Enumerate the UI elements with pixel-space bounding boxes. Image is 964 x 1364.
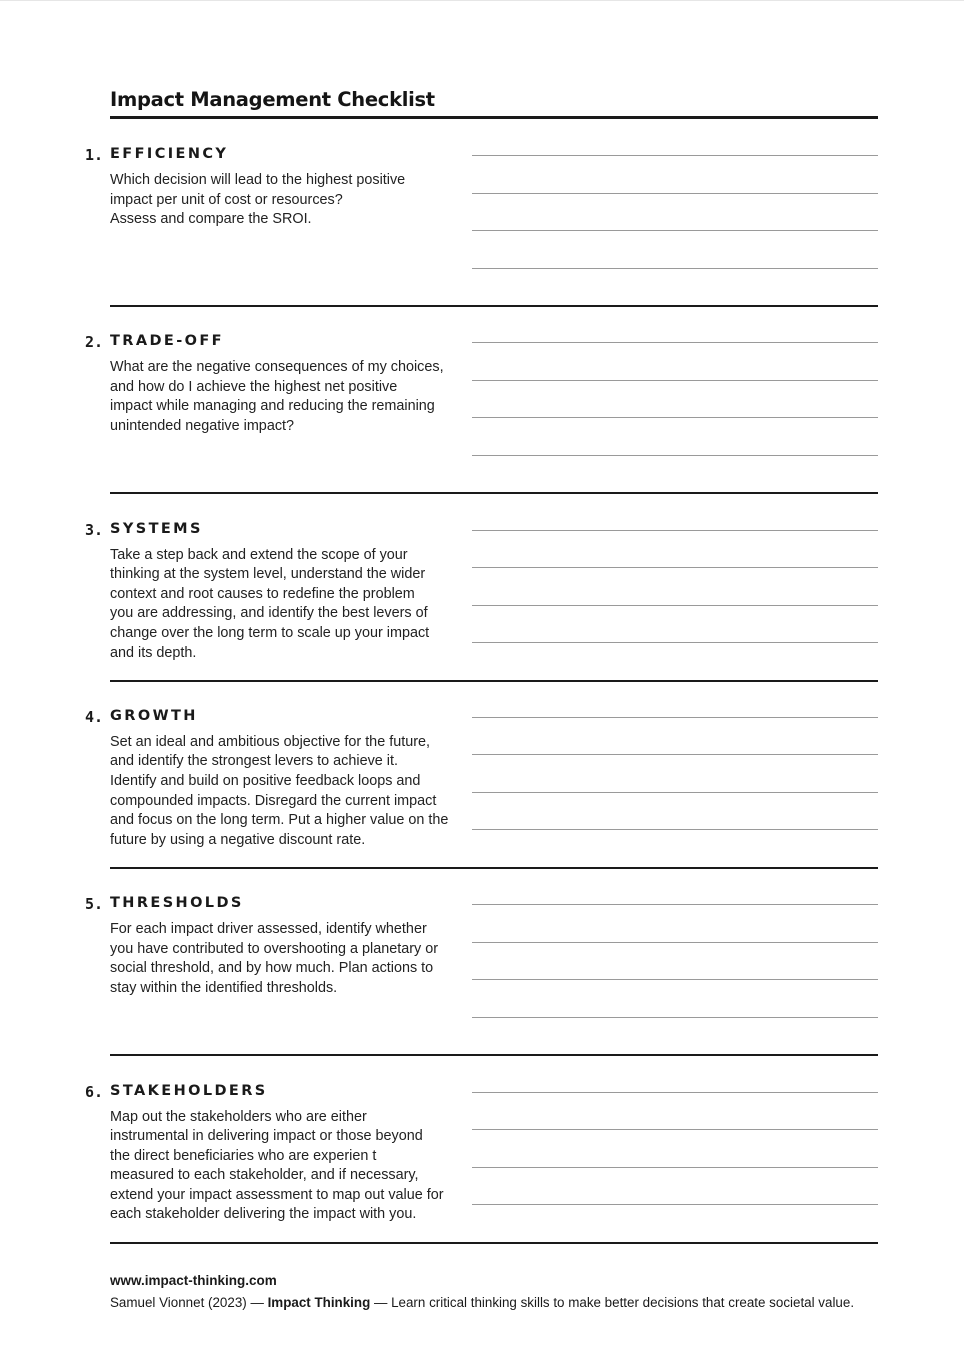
description-line: and its depth.	[110, 644, 197, 661]
description-line: Set an ideal and ambitious objective for the future,	[110, 733, 430, 750]
answer-line	[472, 417, 878, 418]
answer-line	[472, 530, 878, 531]
description-line: future by using a negative discount rate.	[110, 831, 366, 848]
description-line: stay within the identified thresholds.	[110, 979, 338, 996]
section-number: 2.	[85, 333, 104, 352]
answer-line	[472, 642, 878, 643]
description-line: social threshold, and by how much. Plan actions to	[110, 960, 434, 977]
section-description	[110, 171, 458, 230]
answer-line	[472, 193, 878, 194]
section-description	[110, 546, 458, 664]
description-line: instrumental in delivering impact or those beyond	[110, 1128, 423, 1145]
description-line: thinking at the system level, understand the wider	[110, 566, 426, 583]
description-line: you are addressing, and identify the best levers of	[110, 605, 428, 622]
section-separator	[110, 1054, 878, 1056]
section-separator	[110, 1242, 878, 1244]
description-line: the direct beneficiaries who are experien t	[110, 1147, 377, 1164]
description-line: What are the negative consequences of my choices,	[110, 359, 444, 376]
description-line: impact while managing and reducing the remaining	[110, 398, 435, 415]
description-line: Assess and compare the SROI.	[110, 211, 312, 228]
section-separator	[110, 680, 878, 682]
description-line: each stakeholder delivering the impact with you.	[110, 1206, 417, 1223]
section-heading: SYSTEMS	[110, 520, 203, 537]
answer-line	[472, 455, 878, 456]
description-line: Map out the stakeholders who are either	[110, 1108, 367, 1125]
answer-line	[472, 792, 878, 793]
answer-line	[472, 829, 878, 830]
description-line: compounded impacts. Disregard the current impact	[110, 792, 437, 809]
footer-tagline: — Learn critical thinking skills to make better decisions that create societal value.	[373, 1295, 855, 1310]
answer-line	[472, 979, 878, 980]
answer-line	[472, 904, 878, 905]
section-description	[110, 920, 458, 998]
answer-line	[472, 605, 878, 606]
section-description	[110, 358, 458, 436]
answer-line	[472, 717, 878, 718]
footer-author: Samuel Vionnet (2023) —	[110, 1295, 264, 1310]
description-line: Identify and build on positive feedback loops and	[110, 773, 421, 790]
answer-line	[472, 1204, 878, 1205]
section-heading: TRADE-OFF	[110, 333, 224, 350]
answer-line	[472, 1092, 878, 1093]
description-line: unintended negative impact?	[110, 418, 295, 435]
answer-line	[472, 380, 878, 381]
section-separator	[110, 492, 878, 494]
answer-line	[472, 567, 878, 568]
footer-citation	[110, 1295, 854, 1310]
description-line: and identify the strongest levers to achieve it.	[110, 753, 398, 770]
description-line: impact per unit of cost or resources?	[110, 191, 343, 208]
footer-url[interactable]: www.impact-thinking.com	[110, 1273, 277, 1288]
description-line: extend your impact assessment to map out value for	[110, 1186, 444, 1203]
answer-line	[472, 1129, 878, 1130]
answer-line	[472, 155, 878, 156]
description-line: context and root causes to redefine the problem	[110, 585, 415, 602]
section-description	[110, 1108, 458, 1226]
section-separator	[110, 867, 878, 869]
section-heading: STAKEHOLDERS	[110, 1082, 268, 1099]
footer-book-title: Impact Thinking	[267, 1295, 371, 1310]
section-heading: GROWTH	[110, 707, 198, 724]
description-line: you have contributed to overshooting a planetary or	[110, 940, 438, 957]
section-description	[110, 733, 458, 851]
answer-line	[472, 1017, 878, 1018]
top-border	[0, 0, 964, 1]
section-number: 5.	[85, 895, 104, 914]
answer-line	[472, 342, 878, 343]
section-number: 4.	[85, 707, 104, 726]
description-line: and how do I achieve the highest net positive	[110, 378, 398, 395]
description-line: change over the long term to scale up your impact	[110, 624, 430, 641]
answer-line	[472, 942, 878, 943]
description-line: and focus on the long term. Put a higher value on the	[110, 812, 449, 829]
section-number: 6.	[85, 1082, 104, 1101]
answer-line	[472, 754, 878, 755]
answer-line	[472, 1167, 878, 1168]
description-line: Which decision will lead to the highest positive	[110, 172, 406, 188]
page-title: Impact Management Checklist	[110, 88, 435, 111]
section-heading: EFFICIENCY	[110, 146, 229, 162]
description-line: For each impact driver assessed, identify whether	[110, 921, 427, 938]
section-heading: THRESHOLDS	[110, 895, 244, 912]
title-underline	[110, 116, 878, 119]
answer-line	[472, 230, 878, 231]
section-number: 1.	[85, 146, 104, 164]
answer-line	[472, 268, 878, 269]
description-line: measured to each stakeholder, and if necessary,	[110, 1167, 419, 1184]
description-line: Take a step back and extend the scope of your	[110, 546, 408, 563]
section-number: 3.	[85, 520, 104, 539]
section-separator	[110, 305, 878, 307]
